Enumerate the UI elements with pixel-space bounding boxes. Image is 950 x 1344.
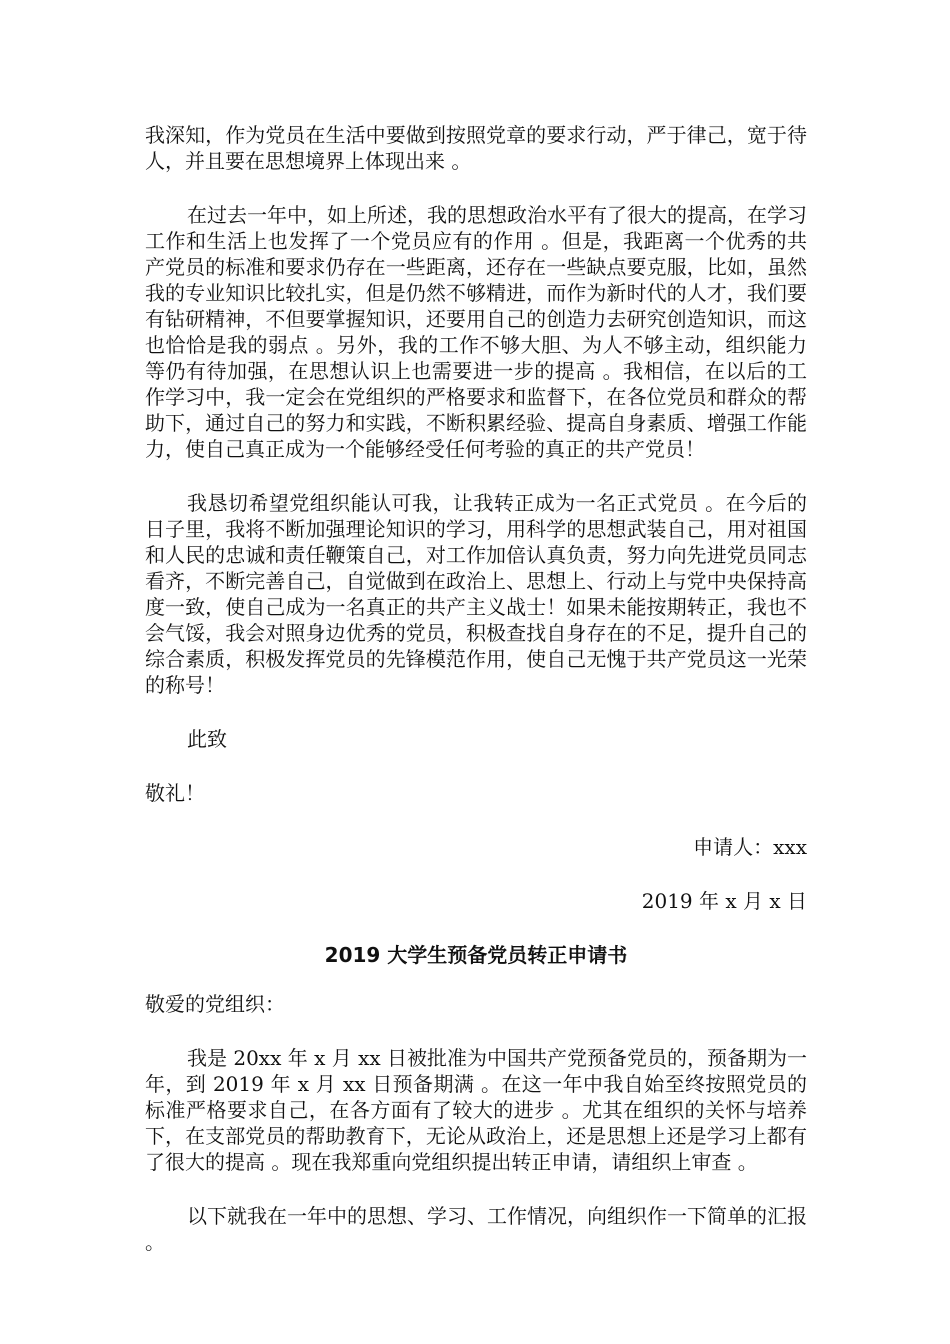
paragraph-self-awareness: 我深知，作为党员在生活中要做到按照党章的要求行动，严于律己，宽于待人，并且要在思想境界上体现出来 。 — [145, 123, 807, 173]
paragraph-introduction: 我是 20xx 年 x 月 xx 日被批准为中国共产党预备党员的，预备期为一年，到 2019 年 x 月 xx 日预备期满 。在这一年中我自始至终按照党员的标准严格要求自己，在各方面有了较大的进步 。尤其在组织的关怀与培养下，在支部党员的帮助教育下，无论从政治上，还是思想上还是学习上都有了很大的提高 。现在我郑重向党组织提出转正申请，请组织上审查 。 — [145, 1046, 807, 1174]
application-date: 2019 年 x 月 x 日 — [641, 889, 807, 913]
paragraph-request-regularization: 我恳切希望党组织能认可我，让我转正成为一名正式党员 。在今后的日子里，我将不断加强理论知识的学习，用科学的思想武装自己，用对祖国和人民的忠诚和责任鞭策自己，对工作加倍认真负责，努力向先进党员同志看齐，不断完善自己，自觉做到在政治上、思想上、行动上与党中央保持高度一致，使自己成为一名真正的共产主义战士！如果未能按期转正，我也不会气馁，我会对照身边优秀的党员，积极查找自身存在的不足，提升自己的综合素质，积极发挥党员的先锋模范作用，使自己无愧于共产党员这一光荣的称号！ — [145, 491, 807, 697]
closing-salutation: 此致 — [187, 727, 227, 751]
applicant-signature: 申请人：xxx — [693, 835, 807, 859]
closing-regards: 敬礼！ — [145, 781, 205, 805]
document-body — [145, 122, 807, 1255]
paragraph-past-year-review: 在过去一年中，如上所述，我的思想政治水平有了很大的提高，在学习工作和生活上也发挥了一个党员应有的作用 。但是，我距离一个优秀的共产党员的标准和要求仍存在一些距离，还存在一些缺点要克服，比如，虽然我的专业知识比较扎实，但是仍然不够精进，而作为新时代的人才，我们要有钻研精神，不但要掌握知识，还要用自己的创造力去研究创造知识，而这也恰恰是我的弱点 。另外，我的工作不够大胆、为人不够主动，组织能力等仍有待加强，在思想认识上也需要进一步的提高 。我相信，在以后的工作学习中，我一定会在党组织的严格要求和监督下，在各位党员和群众的帮助下，通过自己的努力和实践，不断积累经验、提高自身素质、增强工作能力，使自己真正成为一个能够经受任何考验的真正的共产党员！ — [145, 203, 807, 461]
document-title: 2019 大学生预备党员转正申请书 — [324, 943, 628, 967]
salutation: 敬爱的党组织： — [145, 992, 285, 1016]
paragraph-report-intro: 以下就我在一年中的思想、学习、工作情况，向组织作一下简单的汇报 。 — [145, 1204, 807, 1254]
